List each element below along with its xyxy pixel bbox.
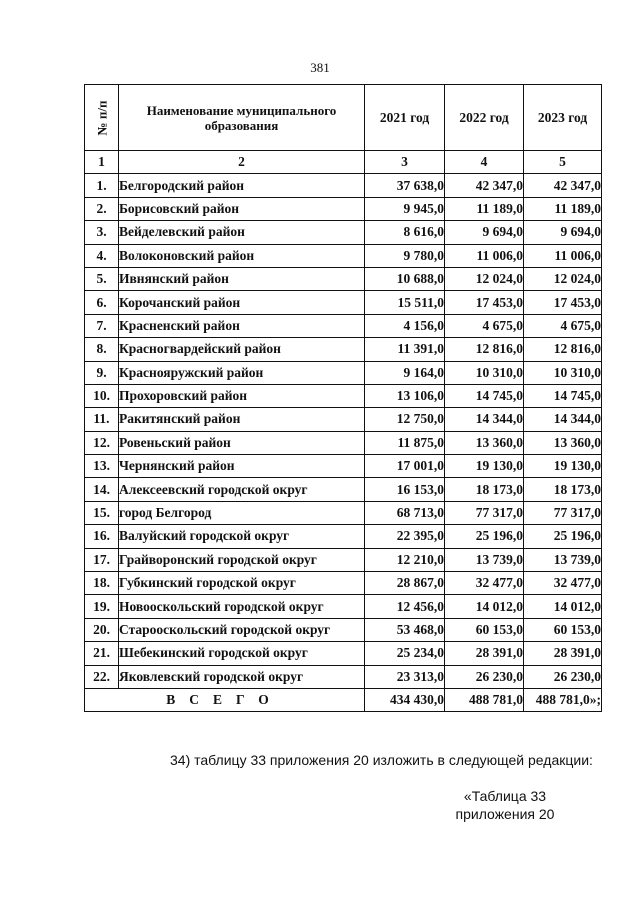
table-row xyxy=(85,525,602,548)
value-2023: 26 230,0 xyxy=(524,665,602,688)
value-2022: 60 153,0 xyxy=(445,618,524,641)
value-2022: 77 317,0 xyxy=(445,501,524,524)
value-2023: 4 675,0 xyxy=(524,314,602,337)
municipality-name: Яковлевский городской округ xyxy=(119,665,365,688)
table-body xyxy=(85,174,602,689)
value-2021: 15 511,0 xyxy=(365,291,445,314)
value-2023: 14 745,0 xyxy=(524,384,602,407)
value-2022: 18 173,0 xyxy=(445,478,524,501)
municipality-name: Ракитянский район xyxy=(119,408,365,431)
value-2021: 68 713,0 xyxy=(365,501,445,524)
column-index: 5 xyxy=(524,151,602,174)
table-row xyxy=(85,665,602,688)
table-row xyxy=(85,267,602,290)
municipality-name: Корочанский район xyxy=(119,291,365,314)
municipality-name: Валуйский городской округ xyxy=(119,525,365,548)
value-2022: 26 230,0 xyxy=(445,665,524,688)
header-2021: 2021 год xyxy=(365,85,445,151)
value-2023: 25 196,0 xyxy=(524,525,602,548)
column-index: 3 xyxy=(365,151,445,174)
table-row xyxy=(85,338,602,361)
table-row xyxy=(85,618,602,641)
table-row xyxy=(85,221,602,244)
value-2022: 19 130,0 xyxy=(445,455,524,478)
header-2022: 2022 год xyxy=(445,85,524,151)
value-2021: 53 468,0 xyxy=(365,618,445,641)
value-2022: 12 816,0 xyxy=(445,338,524,361)
municipality-name: Прохоровский район xyxy=(119,384,365,407)
value-2022: 4 675,0 xyxy=(445,314,524,337)
value-2023: 60 153,0 xyxy=(524,618,602,641)
value-2022: 14 745,0 xyxy=(445,384,524,407)
value-2022: 11 189,0 xyxy=(445,197,524,220)
row-number: 22. xyxy=(85,665,119,688)
municipality-name: Ивнянский район xyxy=(119,267,365,290)
value-2021: 8 616,0 xyxy=(365,221,445,244)
value-2023: 18 173,0 xyxy=(524,478,602,501)
municipality-name: Старооскольский городской округ xyxy=(119,618,365,641)
total-2021: 434 430,0 xyxy=(365,688,445,711)
table-row xyxy=(85,361,602,384)
row-number: 7. xyxy=(85,314,119,337)
value-2021: 28 867,0 xyxy=(365,572,445,595)
municipality-name: Грайворонский городской округ xyxy=(119,548,365,571)
column-index: 2 xyxy=(119,151,365,174)
row-number: 15. xyxy=(85,501,119,524)
total-2023: 488 781,0»; xyxy=(524,688,602,711)
value-2023: 77 317,0 xyxy=(524,501,602,524)
row-number: 8. xyxy=(85,338,119,361)
value-2022: 42 347,0 xyxy=(445,174,524,197)
row-number: 1. xyxy=(85,174,119,197)
table-row xyxy=(85,384,602,407)
value-2021: 12 210,0 xyxy=(365,548,445,571)
row-number: 10. xyxy=(85,384,119,407)
row-number: 14. xyxy=(85,478,119,501)
value-2022: 13 739,0 xyxy=(445,548,524,571)
value-2023: 14 344,0 xyxy=(524,408,602,431)
value-2022: 12 024,0 xyxy=(445,267,524,290)
value-2023: 10 310,0 xyxy=(524,361,602,384)
row-number: 20. xyxy=(85,618,119,641)
row-number: 11. xyxy=(85,408,119,431)
header-2023: 2023 год xyxy=(524,85,602,151)
municipality-name: Волоконовский район xyxy=(119,244,365,267)
value-2023: 17 453,0 xyxy=(524,291,602,314)
row-number: 5. xyxy=(85,267,119,290)
municipality-name: Красненский район xyxy=(119,314,365,337)
row-number: 6. xyxy=(85,291,119,314)
table-row xyxy=(85,572,602,595)
value-2021: 11 391,0 xyxy=(365,338,445,361)
row-number: 19. xyxy=(85,595,119,618)
value-2021: 11 875,0 xyxy=(365,431,445,454)
value-2021: 25 234,0 xyxy=(365,642,445,665)
table-row xyxy=(85,197,602,220)
table-row xyxy=(85,408,602,431)
value-2021: 22 395,0 xyxy=(365,525,445,548)
value-2023: 13 360,0 xyxy=(524,431,602,454)
value-2022: 28 391,0 xyxy=(445,642,524,665)
value-2022: 13 360,0 xyxy=(445,431,524,454)
municipality-name: Новооскольский городской округ xyxy=(119,595,365,618)
table-row xyxy=(85,431,602,454)
column-index: 4 xyxy=(445,151,524,174)
table-row xyxy=(85,291,602,314)
municipality-name: Белгородский район xyxy=(119,174,365,197)
value-2023: 12 816,0 xyxy=(524,338,602,361)
row-number: 2. xyxy=(85,197,119,220)
table-row xyxy=(85,478,602,501)
municipality-name: Губкинский городской округ xyxy=(119,572,365,595)
total-2022: 488 781,0 xyxy=(445,688,524,711)
value-2023: 42 347,0 xyxy=(524,174,602,197)
row-number: 9. xyxy=(85,361,119,384)
value-2023: 11 006,0 xyxy=(524,244,602,267)
municipality-name: Шебекинский городской округ xyxy=(119,642,365,665)
header-num: № п/п xyxy=(85,85,119,151)
table-row xyxy=(85,174,602,197)
municipality-name: Борисовский район xyxy=(119,197,365,220)
value-2021: 9 780,0 xyxy=(365,244,445,267)
table-row xyxy=(85,455,602,478)
municipality-name: Алексеевский городской округ xyxy=(119,478,365,501)
value-2021: 37 638,0 xyxy=(365,174,445,197)
row-number: 18. xyxy=(85,572,119,595)
value-2023: 19 130,0 xyxy=(524,455,602,478)
caption-line-2: приложения 20 xyxy=(455,806,555,822)
table-caption xyxy=(440,787,570,823)
value-2021: 9 164,0 xyxy=(365,361,445,384)
municipality-name: Краснояружский район xyxy=(119,361,365,384)
table-row xyxy=(85,642,602,665)
municipality-name: Вейделевский район xyxy=(119,221,365,244)
municipality-name: Чернянский район xyxy=(119,455,365,478)
value-2021: 10 688,0 xyxy=(365,267,445,290)
value-2022: 25 196,0 xyxy=(445,525,524,548)
value-2022: 9 694,0 xyxy=(445,221,524,244)
value-2022: 10 310,0 xyxy=(445,361,524,384)
row-number: 21. xyxy=(85,642,119,665)
page-number: 381 xyxy=(310,60,330,75)
row-number: 17. xyxy=(85,548,119,571)
table-row xyxy=(85,244,602,267)
row-number: 16. xyxy=(85,525,119,548)
table-row xyxy=(85,595,602,618)
value-2021: 12 456,0 xyxy=(365,595,445,618)
caption-line-1: «Таблица 33 xyxy=(463,788,547,804)
value-2022: 14 344,0 xyxy=(445,408,524,431)
total-row xyxy=(85,688,602,711)
value-2021: 4 156,0 xyxy=(365,314,445,337)
table-row xyxy=(85,501,602,524)
value-2023: 28 391,0 xyxy=(524,642,602,665)
header-row xyxy=(85,85,602,151)
value-2021: 16 153,0 xyxy=(365,478,445,501)
row-number: 3. xyxy=(85,221,119,244)
value-2023: 13 739,0 xyxy=(524,548,602,571)
column-index: 1 xyxy=(85,151,119,174)
municipality-name: город Белгород xyxy=(119,501,365,524)
value-2022: 32 477,0 xyxy=(445,572,524,595)
value-2023: 14 012,0 xyxy=(524,595,602,618)
value-2021: 13 106,0 xyxy=(365,384,445,407)
value-2023: 9 694,0 xyxy=(524,221,602,244)
value-2021: 9 945,0 xyxy=(365,197,445,220)
value-2022: 11 006,0 xyxy=(445,244,524,267)
value-2023: 32 477,0 xyxy=(524,572,602,595)
row-number: 12. xyxy=(85,431,119,454)
total-label: ВСЕГО xyxy=(85,688,365,711)
table-row xyxy=(85,314,602,337)
value-2021: 17 001,0 xyxy=(365,455,445,478)
column-index-row xyxy=(85,151,602,174)
funding-table xyxy=(84,84,602,712)
value-2023: 11 189,0 xyxy=(524,197,602,220)
header-name: Наименование муниципального образования xyxy=(119,85,365,151)
value-2021: 12 750,0 xyxy=(365,408,445,431)
table-row xyxy=(85,548,602,571)
value-2023: 12 024,0 xyxy=(524,267,602,290)
value-2022: 14 012,0 xyxy=(445,595,524,618)
municipality-name: Ровеньский район xyxy=(119,431,365,454)
row-number: 13. xyxy=(85,455,119,478)
municipality-name: Красногвардейский район xyxy=(119,338,365,361)
amendment-paragraph: 34) таблицу 33 приложения 20 изложить в следующей редакции: xyxy=(170,752,593,768)
row-number: 4. xyxy=(85,244,119,267)
value-2021: 23 313,0 xyxy=(365,665,445,688)
value-2022: 17 453,0 xyxy=(445,291,524,314)
